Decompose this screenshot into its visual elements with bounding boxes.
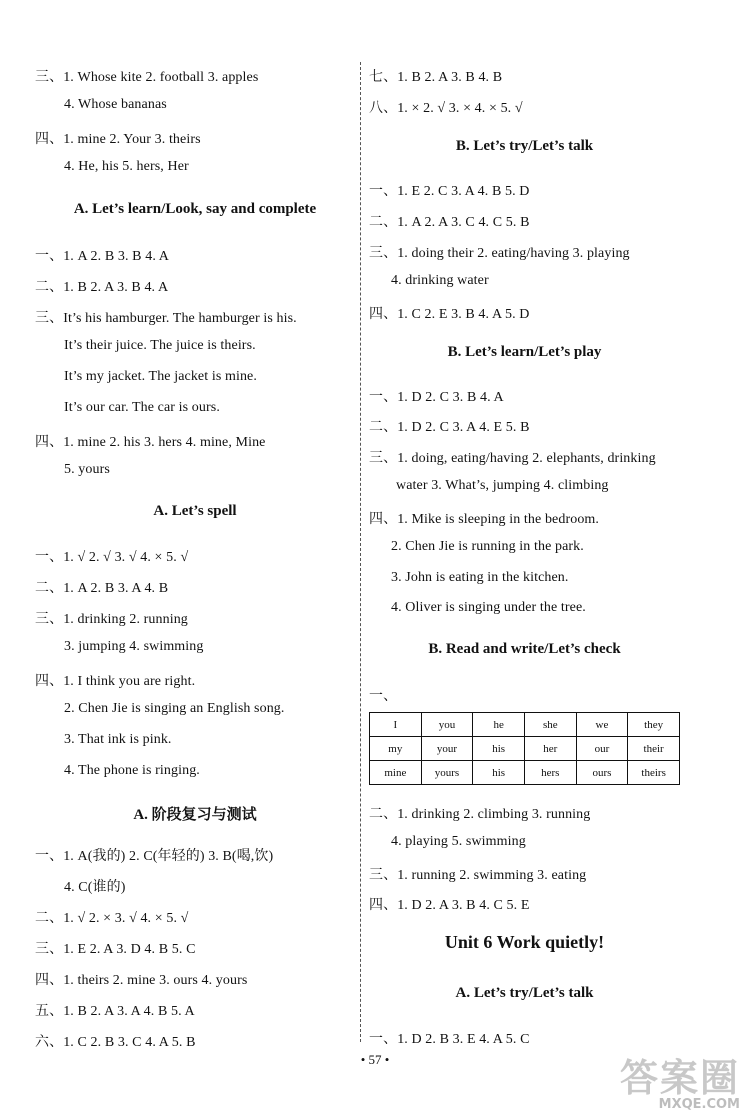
answer-line: 四、1. D 2. A 3. B 4. C 5. E (369, 898, 530, 913)
answer-line: 4. playing 5. swimming (391, 834, 526, 849)
answer-line: 一、1. A(我的) 2. C(年轻的) 3. B(喝,饮) (35, 849, 274, 864)
table-cell: hers (524, 761, 576, 785)
answer-line: 二、1. A 2. A 3. C 4. C 5. B (369, 215, 530, 230)
table-row (370, 737, 680, 761)
table-cell: my (370, 737, 422, 761)
answer-line: 一、1. E 2. C 3. A 4. B 5. D (369, 184, 530, 199)
answer-line: 四、1. C 2. E 3. B 4. A 5. D (369, 307, 530, 322)
answer-line: It’s our car. The car is ours. (64, 400, 220, 415)
answer-line: 三、1. drinking 2. running (35, 612, 188, 627)
answer-line: 七、1. B 2. A 3. B 4. B (369, 70, 503, 85)
answer-line: 五、1. B 2. A 3. A 4. B 5. A (35, 1004, 195, 1019)
table-cell: theirs (628, 761, 680, 785)
answer-line: 四、1. theirs 2. mine 3. ours 4. yours (35, 973, 248, 988)
answer-line: 3. That ink is pink. (64, 732, 172, 747)
answer-line: 二、1. √ 2. × 3. √ 4. × 5. √ (35, 911, 189, 926)
table-cell: ours (576, 761, 628, 785)
section-heading: B. Let’s learn/Let’s play (447, 344, 602, 360)
answer-line: 2. Chen Jie is running in the park. (391, 539, 584, 554)
pronoun-table (369, 712, 680, 785)
answer-line: 4. C(谁的) (64, 880, 126, 895)
answer-line: 3. jumping 4. swimming (64, 639, 204, 654)
answer-line: 八、1. × 2. √ 3. × 4. × 5. √ (369, 101, 523, 116)
table-cell: our (576, 737, 628, 761)
table-cell: his (473, 737, 525, 761)
table-cell: we (576, 713, 628, 737)
answer-line: It’s my jacket. The jacket is mine. (64, 369, 257, 384)
table-cell: they (628, 713, 680, 737)
section-heading: B. Let’s try/Let’s talk (455, 138, 594, 154)
table-cell: their (628, 737, 680, 761)
answer-line: 三、1. doing, eating/having 2. elephants, drinking (369, 451, 656, 466)
table-cell: his (473, 761, 525, 785)
answer-line: water 3. What’s, jumping 4. climbing (396, 478, 609, 493)
answer-line: 4. drinking water (391, 273, 489, 288)
answer-line: 一、1. √ 2. √ 3. √ 4. × 5. √ (35, 550, 189, 565)
watermark-logo (619, 1056, 740, 1112)
answer-line: 二、1. B 2. A 3. B 4. A (35, 280, 169, 295)
section-heading: A. 阶段复习与测试 (133, 807, 257, 823)
answer-line: 六、1. C 2. B 3. C 4. A 5. B (35, 1035, 196, 1050)
answer-line: 5. yours (64, 462, 110, 477)
watermark-main: 答案圈 (619, 1056, 740, 1100)
answer-line: 三、1. E 2. A 3. D 4. B 5. C (35, 942, 196, 957)
answer-line: 一、1. D 2. B 3. E 4. A 5. C (369, 1032, 530, 1047)
answer-line: It’s their juice. The juice is theirs. (64, 338, 256, 353)
section-heading: A. Let’s try/Let’s talk (455, 985, 594, 1001)
table-row (370, 761, 680, 785)
table-cell: I (370, 713, 422, 737)
answer-line: 四、1. mine 2. Your 3. theirs (35, 132, 201, 147)
answer-line: 3. John is eating in the kitchen. (391, 570, 569, 585)
answer-line: 4. Whose bananas (64, 97, 167, 112)
section-heading: B. Read and write/Let’s check (428, 641, 621, 657)
page-number: • 57 • (360, 1052, 390, 1067)
answer-line: 4. He, his 5. hers, Her (64, 159, 189, 174)
table-cell: her (524, 737, 576, 761)
answer-line: 四、1. I think you are right. (35, 674, 196, 689)
answer-line: 4. The phone is ringing. (64, 763, 200, 778)
table-label: 一、 (369, 689, 398, 704)
answer-line: 三、1. running 2. swimming 3. eating (369, 868, 587, 883)
answer-line: 一、1. A 2. B 3. B 4. A (35, 249, 169, 264)
table-cell: mine (370, 761, 422, 785)
answer-line: 二、1. A 2. B 3. A 4. B (35, 581, 169, 596)
watermark-url: MXQE.COM (658, 1097, 740, 1112)
table-cell: your (421, 737, 473, 761)
table-row (370, 713, 680, 737)
column-divider (360, 62, 361, 1042)
table-cell: she (524, 713, 576, 737)
answer-line: 二、1. D 2. C 3. A 4. E 5. B (369, 420, 530, 435)
answer-line: 四、1. Mike is sleeping in the bedroom. (369, 512, 600, 527)
answer-line: 三、It’s his hamburger. The hamburger is his. (35, 311, 297, 326)
section-heading: A. Let’s learn/Look, say and complete (73, 201, 317, 217)
answer-line: 一、1. D 2. C 3. B 4. A (369, 390, 504, 405)
unit-title: Unit 6 Work quietly! (444, 932, 605, 952)
table-cell: you (421, 713, 473, 737)
answer-line: 三、1. Whose kite 2. football 3. apples (35, 70, 259, 85)
answer-line: 4. Oliver is singing under the tree. (391, 600, 586, 615)
section-heading: A. Let’s spell (153, 503, 237, 519)
table-cell: he (473, 713, 525, 737)
answer-line: 四、1. mine 2. his 3. hers 4. mine, Mine (35, 435, 266, 450)
answer-line: 三、1. doing their 2. eating/having 3. playing (369, 246, 630, 261)
table-cell: yours (421, 761, 473, 785)
answer-line: 2. Chen Jie is singing an English song. (64, 701, 285, 716)
answer-line: 二、1. drinking 2. climbing 3. running (369, 807, 591, 822)
